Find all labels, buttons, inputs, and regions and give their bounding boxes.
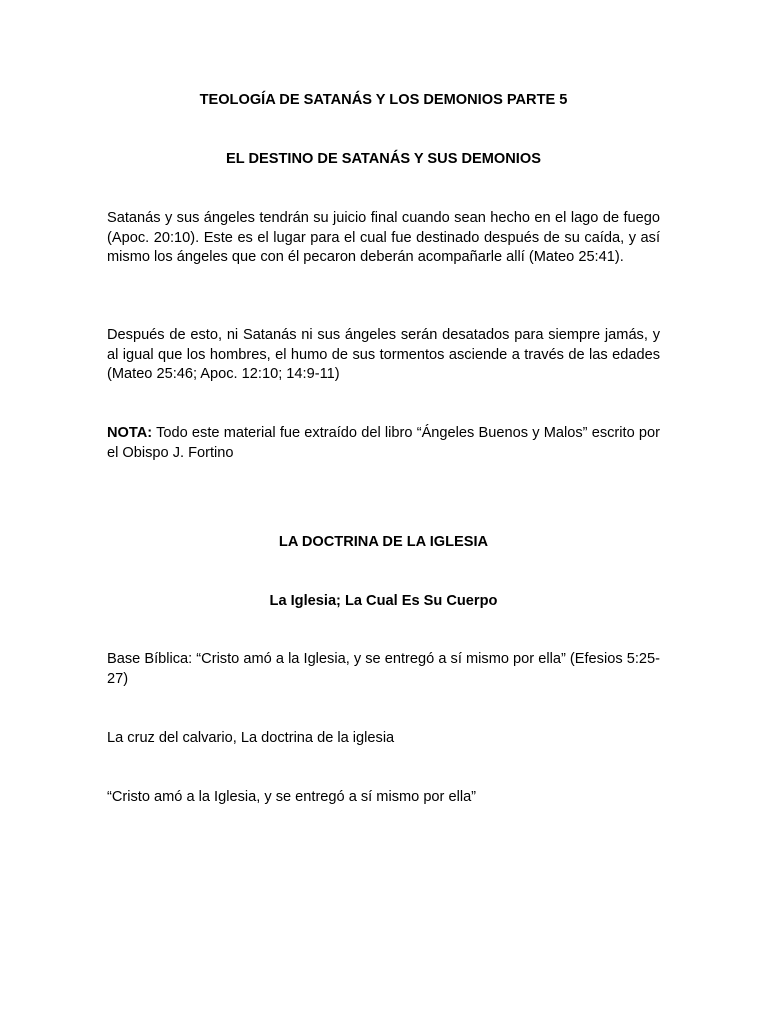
paragraph-base-biblica: Base Bíblica: “Cristo amó a la Iglesia, y se entregó a sí mismo por ella” (Efesios 5:25-27): [107, 651, 660, 687]
paragraph-quote: “Cristo amó a la Iglesia, y se entregó a sí mismo por ella”: [107, 789, 477, 805]
note-label: NOTA:: [107, 425, 153, 441]
paragraph-juicio-final: Satanás y sus ángeles tendrán su juicio final cuando sean hecho en el lago de fuego (Apoc. 20:10). Este es el lugar para el cual fue destinado después de su caída, y así mismo los ángeles que con él pecaron deberán acompañarle allí (Mateo 25:41).: [107, 210, 660, 265]
note-paragraph: [107, 424, 660, 463]
section-heading-destino: EL DESTINO DE SATANÁS Y SUS DEMONIOS: [226, 151, 541, 167]
note-text: Todo este material fue extraído del libro “Ángeles Buenos y Malos” escrito por el Obispo J. Fortino: [107, 425, 660, 461]
paragraph-despues: Después de esto, ni Satanás ni sus ángeles serán desatados para siempre jamás, y al igual que los hombres, el humo de sus tormentos asciende a través de las edades (Mateo 25:46; Apoc. 12:10; 14:9-11): [107, 327, 660, 382]
subheading-iglesia: La Iglesia; La Cual Es Su Cuerpo: [269, 593, 498, 609]
section-heading-doctrina: LA DOCTRINA DE LA IGLESIA: [278, 534, 489, 550]
document-title: TEOLOGÍA DE SATANÁS Y LOS DEMONIOS PARTE 5: [199, 92, 568, 108]
paragraph-cruz-calvario: La cruz del calvario, La doctrina de la iglesia: [107, 730, 395, 746]
